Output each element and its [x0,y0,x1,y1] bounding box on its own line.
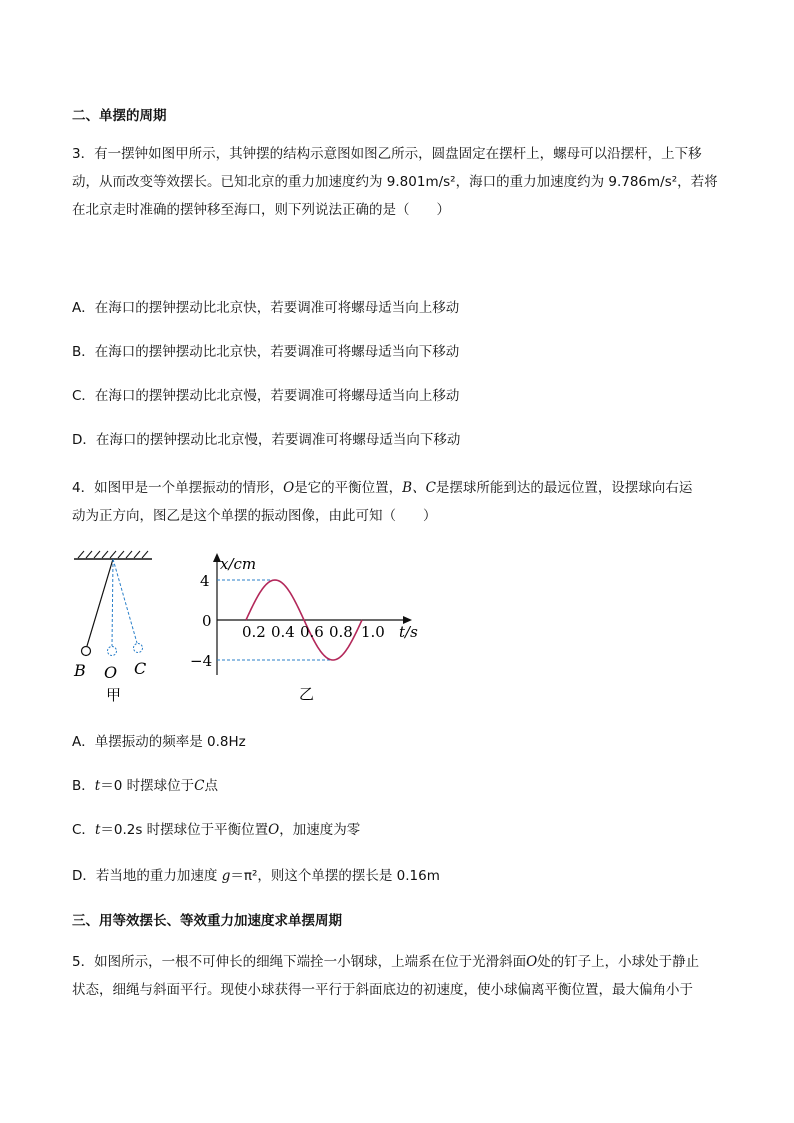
pendulum-string-b [87,559,113,646]
pendulum-figure [62,545,432,710]
pendulum-string-o [112,559,113,646]
label-b: B [74,661,86,680]
bob-c [134,644,143,653]
x-tick-1.0: 1.0 [361,623,385,641]
y-axis-label: x/cm [220,555,257,573]
x-tick-0.6: 0.6 [300,623,324,641]
pendulum-string-c [113,559,137,643]
label-c: C [134,659,147,678]
q3-line-1: 3．有一摆钟如图甲所示，其钟摆的结构示意图如图乙所示，圆盘固定在摆杆上，螺母可以沿摆杆，上下移 [72,146,702,162]
q4-option-b: B．t＝0 时摆球位于C点 [72,778,218,794]
bob-o [108,647,117,656]
q4-option-a: A．单摆振动的频率是 0.8Hz [72,734,246,750]
question-4-stem [72,474,724,530]
section-title-pendulum-period: 二、单摆的周期 [72,108,167,124]
bob-b [82,647,91,656]
x-tick-0.4: 0.4 [271,623,295,641]
q3-option-c: C．在海口的摆钟摆动比北京慢，若要调准可将螺母适当向上移动 [72,388,460,404]
q3-line-2: 动，从而改变等效摆长。已知北京的重力加速度约为 9.801m/s²，海口的重力加速度约为 9.786m/s²，若将 [72,174,718,190]
x-tick-0.2: 0.2 [242,623,266,641]
caption-jia: 甲 [106,686,122,704]
q3-option-d: D．在海口的摆钟摆动比北京慢，若要调准可将螺母适当向下移动 [72,432,461,448]
label-o: O [104,663,118,682]
x-tick-0.8: 0.8 [329,623,353,641]
q4-option-c: C．t＝0.2s 时摆球位于平衡位置O，加速度为零 [72,822,361,838]
q4-option-d: D．若当地的重力加速度 g＝π²，则这个单摆的摆长是 0.16m [72,868,440,884]
q3-option-a: A．在海口的摆钟摆动比北京快，若要调准可将螺母适当向上移动 [72,300,460,316]
q4-line-1: 4．如图甲是一个单摆振动的情形，O是它的平衡位置，B、C是摆球所能到达的最远位置，设摆球向右运 [72,480,693,496]
q3-line-3: 在北京走时准确的摆钟移至海口，则下列说法正确的是（ ） [72,202,450,218]
y-tick-4: 4 [200,572,210,590]
q5-line-1: 5．如图所示，一根不可伸长的细绳下端拴一小钢球，上端系在位于光滑斜面O处的钉子上，小球处于静止 [72,954,700,970]
question-5-stem [72,948,724,1004]
q5-line-2: 状态，细绳与斜面平行。现使小球获得一平行于斜面底边的初速度，使小球偏离平衡位置，最大偏角小于 [72,982,693,998]
y-tick-neg4: −4 [190,652,213,670]
x-axis-label: t/s [399,623,418,641]
question-3-stem [72,140,724,224]
section-title-equivalent-length: 三、用等效摆长、等效重力加速度求单摆周期 [72,913,342,929]
caption-yi: 乙 [299,685,315,703]
origin-label: 0 [202,612,212,630]
q3-option-b: B．在海口的摆钟摆动比北京快，若要调准可将螺母适当向下移动 [72,344,460,360]
q4-line-2: 动为正方向，图乙是这个单摆的振动图像，由此可知（ ） [72,508,437,524]
